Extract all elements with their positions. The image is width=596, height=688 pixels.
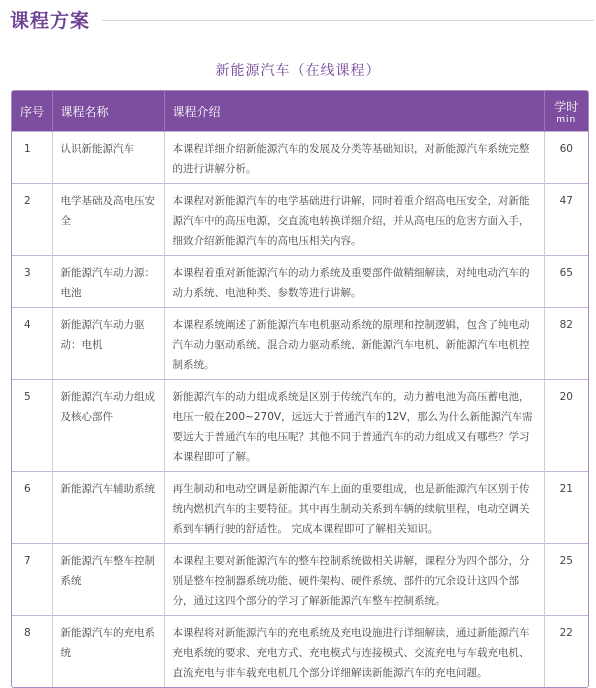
table-row (12, 256, 588, 308)
header-hours (544, 91, 588, 132)
header-no: 序号 (12, 91, 52, 132)
row-name: 电学基础及高电压安全 (52, 184, 164, 256)
row-no: 1 (12, 132, 52, 184)
row-intro: 本课程对新能源汽车的电学基础进行讲解，同时着重介绍高电压安全，对新能源汽车中的高压电源，交直流电转换详细介绍，并从高电压的危害方面入手，细致介绍新能源汽车的高电压相关内容。 (164, 184, 544, 256)
page-heading (10, 6, 594, 33)
row-hours: 65 (544, 256, 588, 308)
table-header-row (12, 91, 588, 132)
row-intro: 本课程将对新能源汽车的充电系统及充电设施进行详细解读，通过新能源汽车充电系统的要求、充电方式、充电模式与连接模式、交流充电与车载充电机、直流充电与非车载充电机几个部分详细解读新能源汽车的充电问题。 (164, 616, 544, 688)
row-hours: 82 (544, 308, 588, 380)
row-name: 新能源汽车辅助系统 (52, 472, 164, 544)
table-row (12, 544, 588, 616)
row-intro: 本课程系统阐述了新能源汽车电机驱动系统的原理和控制逻辑，包含了纯电动汽车动力驱动系统、混合动力驱动系统、新能源汽车电机、新能源汽车电机控制系统。 (164, 308, 544, 380)
row-intro: 本课程着重对新能源汽车的动力系统及重要部件做精细解读，对纯电动汽车的动力系统、电池种类、参数等进行讲解。 (164, 256, 544, 308)
table-row (12, 472, 588, 544)
header-hours-label: 学时 (554, 99, 579, 114)
row-no: 5 (12, 380, 52, 472)
row-no: 2 (12, 184, 52, 256)
header-intro: 课程介绍 (164, 91, 544, 132)
row-intro: 新能源汽车的动力组成系统是区别于传统汽车的，动力蓄电池为高压蓄电池，电压一般在200~270V，远远大于普通汽车的12V，那么为什么新能源汽车需要远大于普通汽车的电压呢？其他不同于普通汽车的动力组成又有哪些？学习本课程即可了解。 (164, 380, 544, 472)
table-row (12, 184, 588, 256)
row-no: 4 (12, 308, 52, 380)
row-name: 新能源汽车的充电系统 (52, 616, 164, 688)
row-hours: 20 (544, 380, 588, 472)
row-hours: 25 (544, 544, 588, 616)
header-hours-unit: min (556, 114, 577, 125)
row-hours: 21 (544, 472, 588, 544)
row-name: 新能源汽车动力驱动：电机 (52, 308, 164, 380)
row-no: 3 (12, 256, 52, 308)
header-name: 课程名称 (52, 91, 164, 132)
row-hours: 60 (544, 132, 588, 184)
row-name: 新能源汽车动力组成及核心部件 (52, 380, 164, 472)
row-intro: 再生制动和电动空调是新能源汽车上面的重要组成，也是新能源汽车区别于传统内燃机汽车的主要特征。其中再生制动关系到车辆的续航里程，电动空调关系到车辆行驶的舒适性。 完成本课程即可了解相关知识。 (164, 472, 544, 544)
row-no: 6 (12, 472, 52, 544)
row-hours: 22 (544, 616, 588, 688)
table-row (12, 380, 588, 472)
row-intro: 本课程详细介绍新能源汽车的发展及分类等基础知识，对新能源汽车系统完整的进行讲解分析。 (164, 132, 544, 184)
row-name: 新能源汽车动力源：电池 (52, 256, 164, 308)
row-intro: 本课程主要对新能源汽车的整车控制系统做相关讲解，课程分为四个部分，分别是整车控制器系统功能、硬件架构、硬件系统、部件的冗余设计这四个部分，通过这四个部分的学习了解新能源汽车整车控制系统。 (164, 544, 544, 616)
course-table (11, 90, 589, 688)
row-no: 8 (12, 616, 52, 688)
row-name: 新能源汽车整车控制系统 (52, 544, 164, 616)
table-row (12, 308, 588, 380)
course-subtitle: 新能源汽车（在线课程） (215, 63, 381, 79)
heading-divider (102, 20, 594, 21)
row-name: 认识新能源汽车 (52, 132, 164, 184)
row-no: 7 (12, 544, 52, 616)
table-row (12, 616, 588, 688)
page-title: 课程方案 (10, 10, 91, 32)
row-hours: 47 (544, 184, 588, 256)
table-row (12, 132, 588, 184)
